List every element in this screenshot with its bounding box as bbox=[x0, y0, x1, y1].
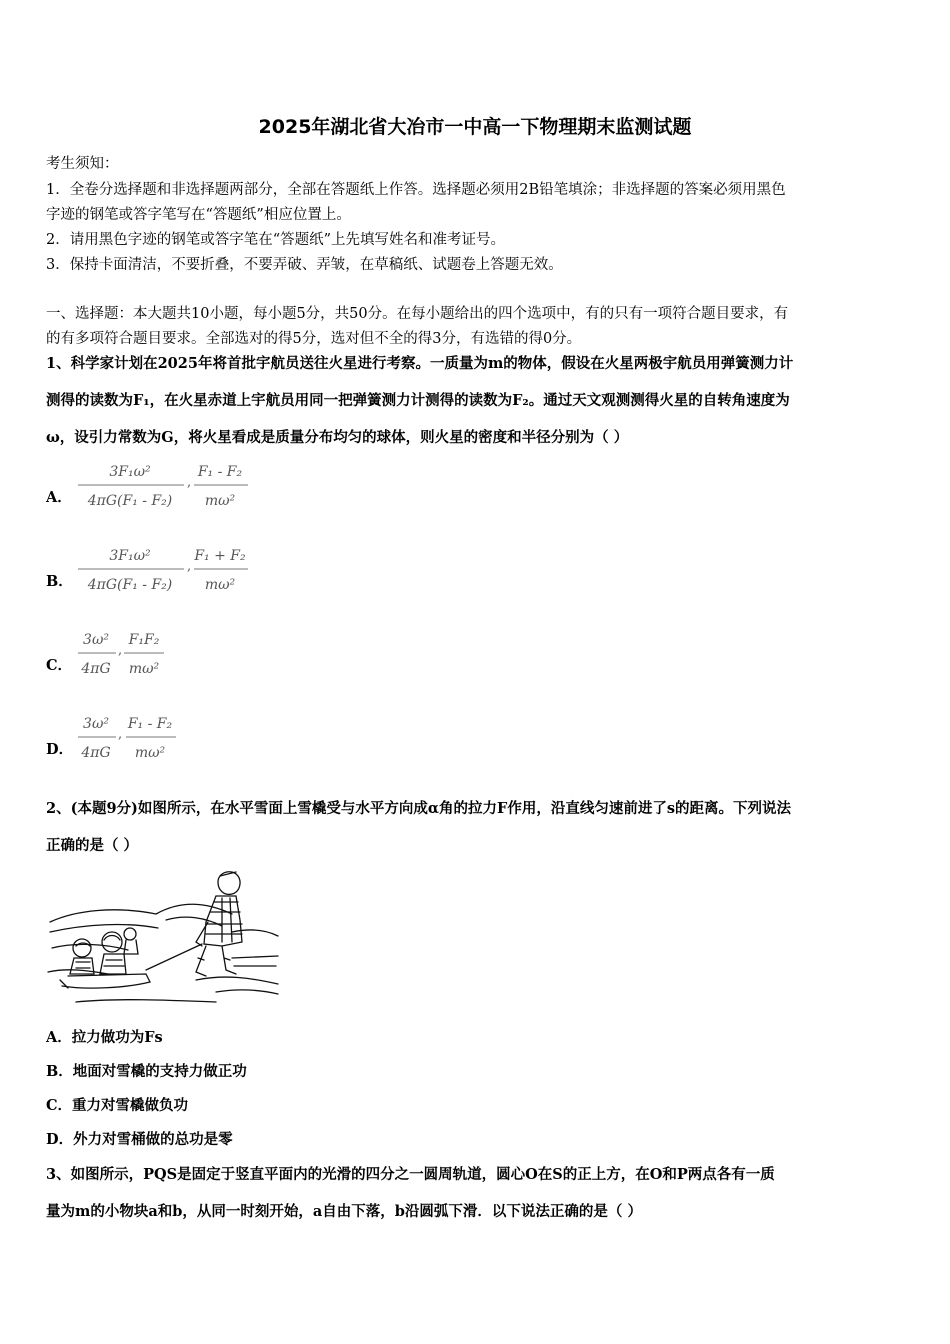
notice-item-3: 3．保持卡面清洁，不要折叠，不要弄破、弄皱，在草稿纸、试题卷上答题无效。 bbox=[46, 257, 563, 273]
q1-c-density-numerator: 3ω² bbox=[83, 632, 109, 648]
q1-a-density-denominator: 4πG(F₁ - F₂) bbox=[87, 493, 173, 509]
question-2-line-1: 2、(本题9分)如图所示，在水平雪面上雪橇受与水平方向成α角的拉力F作用，沿直线匀速前进了s的距离。下列说法 bbox=[46, 800, 792, 817]
svg-text:,: , bbox=[118, 643, 123, 658]
q1-b-density-denominator: 4πG(F₁ - F₂) bbox=[87, 577, 173, 593]
sled-figure bbox=[46, 862, 280, 1010]
q1-option-b-formula bbox=[72, 542, 262, 598]
q1-option-a-formula bbox=[72, 458, 262, 514]
q1-c-radius-numerator: F₁F₂ bbox=[128, 632, 160, 648]
q1-a-radius-denominator: mω² bbox=[204, 493, 236, 509]
q1-b-density-numerator: 3F₁ω² bbox=[109, 548, 151, 564]
q1-option-d-formula bbox=[72, 710, 192, 766]
q1-option-b-label: B． bbox=[46, 573, 73, 590]
svg-text:,: , bbox=[187, 559, 192, 574]
section-header-line-2: 的有多项符合题目要求。全部选对的得5分，选对但不全的得3分，有选错的得0分。 bbox=[46, 331, 582, 347]
notice-item-1: 1．全卷分选择题和非选择题两部分，全部在答题纸上作答。选择题必须用2B铅笔填涂；非选择题的答案必须用黑色 bbox=[46, 182, 786, 198]
page-title: 2025年湖北省大冶市一中高一下物理期末监测试题 bbox=[258, 116, 692, 138]
q2-option-c: C．重力对雪橇做负功 bbox=[46, 1097, 189, 1114]
q1-a-density-numerator: 3F₁ω² bbox=[109, 464, 151, 480]
q2-option-b: B．地面对雪橇的支持力做正功 bbox=[46, 1063, 247, 1080]
q2-option-d: D．外力对雪桶做的总功是零 bbox=[46, 1131, 233, 1148]
notice-heading: 考生须知： bbox=[46, 156, 119, 172]
q1-d-radius-numerator: F₁ - F₂ bbox=[127, 716, 173, 732]
question-1-line-1: 1、科学家计划在2025年将首批宇航员送往火星进行考察。一质量为m的物体，假设在火星两极宇航员用弹簧测力计 bbox=[46, 355, 794, 372]
q1-b-radius-denominator: mω² bbox=[204, 577, 236, 593]
question-3-line-2: 量为m的小物块a和b，从同一时刻开始，a自由下落，b沿圆弧下滑．以下说法正确的是（ ） bbox=[46, 1203, 642, 1220]
question-2-line-2: 正确的是（ ） bbox=[46, 837, 139, 854]
question-1-line-2: 测得的读数为F₁，在火星赤道上宇航员用同一把弹簧测力计测得的读数为F₂。通过天文观测测得火星的自转角速度为 bbox=[46, 392, 790, 409]
notice-item-1-cont: 字迹的钢笔或答字笔写在“答题纸”相应位置上。 bbox=[46, 207, 351, 223]
q1-option-d-label: D． bbox=[46, 741, 74, 758]
q1-option-c-formula bbox=[72, 626, 192, 682]
q1-option-a-label: A． bbox=[46, 489, 72, 506]
q1-b-radius-numerator: F₁ + F₂ bbox=[194, 548, 246, 564]
q1-d-density-denominator: 4πG bbox=[81, 745, 111, 761]
notice-item-2: 2．请用黑色字迹的钢笔或答字笔在“答题纸”上先填写姓名和准考证号。 bbox=[46, 232, 506, 248]
q1-option-c-label: C． bbox=[46, 657, 73, 674]
q1-c-radius-denominator: mω² bbox=[128, 661, 160, 677]
q1-d-density-numerator: 3ω² bbox=[83, 716, 109, 732]
q1-c-density-denominator: 4πG bbox=[81, 661, 111, 677]
question-3-line-1: 3、如图所示，PQS是固定于竖直平面内的光滑的四分之一圆周轨道，圆心O在S的正上方，在O和P两点各有一质 bbox=[46, 1166, 775, 1183]
q1-d-radius-denominator: mω² bbox=[134, 745, 166, 761]
q1-a-radius-numerator: F₁ - F₂ bbox=[197, 464, 243, 480]
q2-option-a: A．拉力做功为Fs bbox=[46, 1029, 163, 1046]
svg-text:,: , bbox=[187, 475, 192, 490]
svg-text:,: , bbox=[118, 727, 123, 742]
section-header-line-1: 一、选择题：本大题共10小题，每小题5分，共50分。在每小题给出的四个选项中，有的只有一项符合题目要求，有 bbox=[46, 306, 789, 322]
question-1-line-3: ω，设引力常数为G，将火星看成是质量分布均匀的球体，则火星的密度和半径分别为（ ） bbox=[46, 429, 629, 446]
